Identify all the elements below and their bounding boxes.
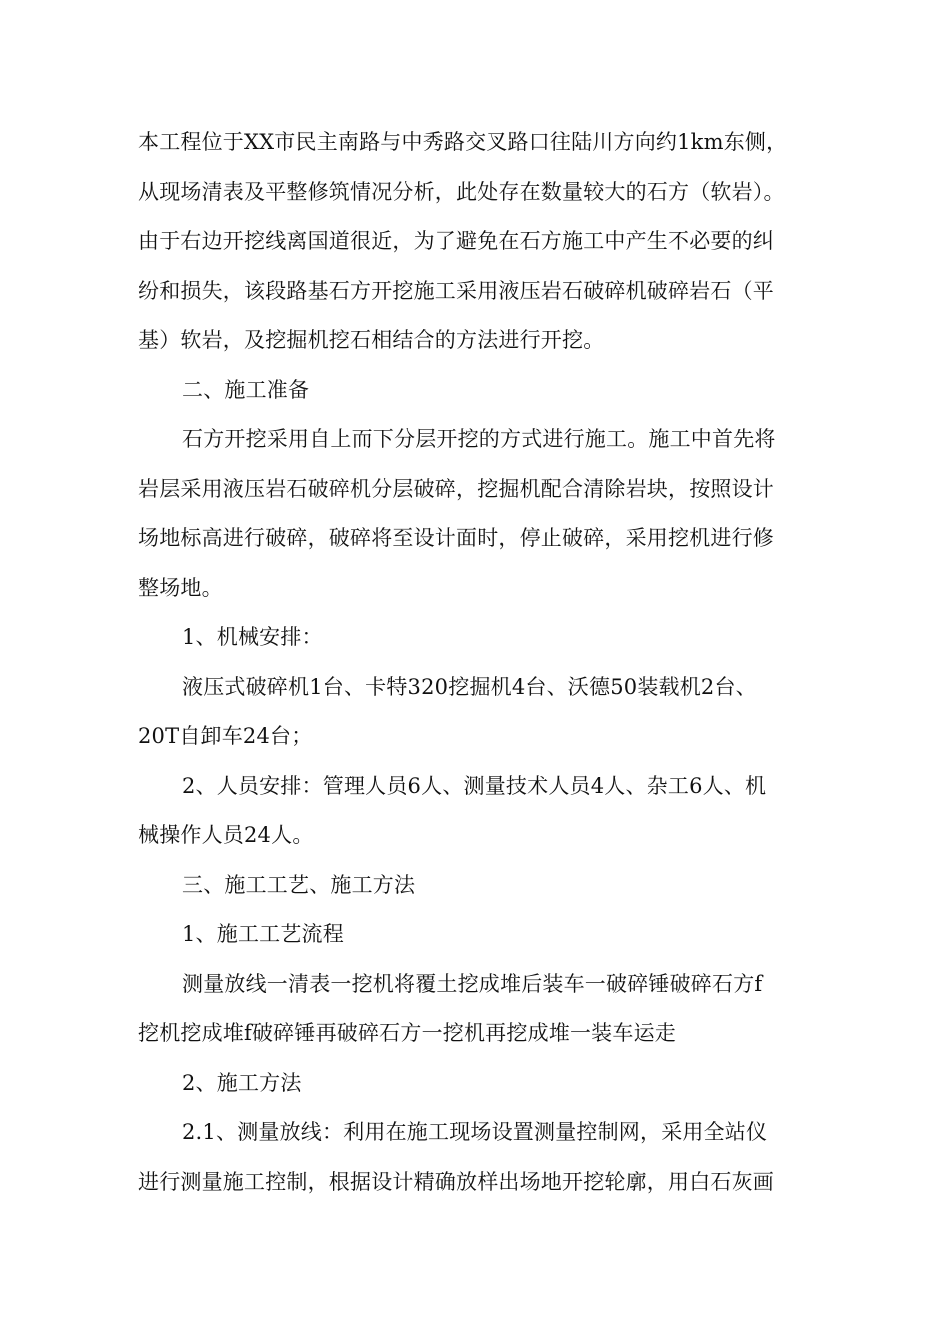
section-heading-process-method: 三、施工工艺、施工方法 <box>182 872 416 897</box>
text-line: 液压式破碎机1台、卡特320挖掘机4台、沃德50装载机2台、 <box>182 674 757 699</box>
text-line: 岩层采用液压岩石破碎机分层破碎，挖掘机配合清除岩块，按照设计 <box>138 476 774 501</box>
text-line: 本工程位于XX市民主南路与中秀路交叉路口往陆川方向约1km东侧， <box>138 130 788 154</box>
subheading-machinery: 1、机械安排： <box>182 625 323 649</box>
text-line: 由于右边开挖线离国道很近，为了避免在石方施工中产生不必要的纠 <box>138 229 774 253</box>
paragraph-surveying <box>138 1108 828 1207</box>
text-line: 从现场清表及平整修筑情况分析，此处存在数量较大的石方（软岩）。 <box>138 179 785 204</box>
text-line: 进行测量施工控制，根据设计精确放样出场地开挖轮廓，用白石灰画 <box>138 1169 774 1194</box>
paragraph-personnel <box>138 762 828 861</box>
document-body <box>138 118 828 1207</box>
paragraph-excavation-method <box>138 415 828 613</box>
text-line: 测量放线一清表一挖机将覆土挖成堆后装车一破碎锤破碎石方f <box>182 971 763 996</box>
text-line: 基）软岩，及挖掘机挖石相结合的方法进行开挖。 <box>138 328 605 352</box>
text-line: 挖机挖成堆f破碎锤再破碎石方一挖机再挖成堆一装车运走 <box>138 1021 676 1045</box>
text-line: 场地标高进行破碎，破碎将至设计面时，停止破碎，采用挖机进行修 <box>138 526 774 550</box>
text-line: 2、人员安排：管理人员6人、测量技术人员4人、杂工6人、机 <box>182 773 767 798</box>
section-heading-preparation: 二、施工准备 <box>182 377 310 402</box>
subheading-process-flow: 1、施工工艺流程 <box>182 922 344 946</box>
paragraph-machinery-list <box>138 663 828 762</box>
paragraph-project-location <box>138 118 828 366</box>
paragraph-process-flow <box>138 960 828 1059</box>
text-line: 石方开挖采用自上而下分层开挖的方式进行施工。施工中首先将 <box>182 427 776 451</box>
subheading-construction-method: 2、施工方法 <box>182 1070 302 1095</box>
text-line: 纷和损失，该段路基石方开挖施工采用液压岩石破碎机破碎岩石（平 <box>138 278 774 303</box>
text-line: 械操作人员24人。 <box>138 823 314 847</box>
text-line: 20T自卸车24台； <box>138 724 313 748</box>
text-line: 2.1、测量放线：利用在施工现场设置测量控制网，采用全站仪 <box>182 1120 768 1144</box>
text-line: 整场地。 <box>138 575 223 600</box>
